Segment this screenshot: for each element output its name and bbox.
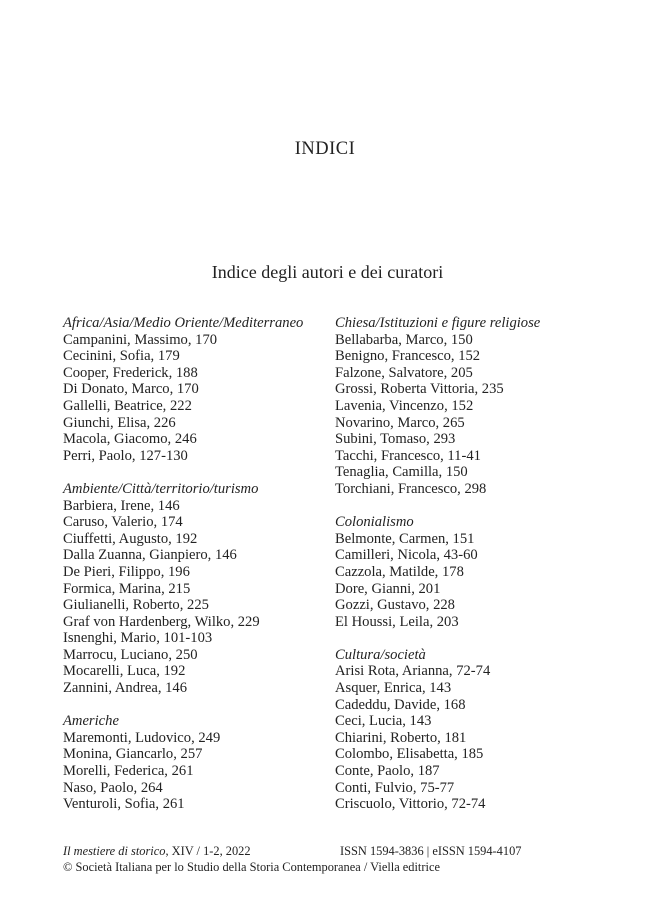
right-column [335, 315, 600, 829]
index-entry: Graf von Hardenberg, Wilko, 229 [63, 613, 260, 630]
index-entry: Cadeddu, Davide, 168 [335, 696, 466, 713]
index-entry: Perri, Paolo, 127-130 [63, 447, 188, 464]
index-entry: Mocarelli, Luca, 192 [63, 663, 186, 680]
section-heading: Cultura/società [335, 646, 426, 663]
index-section [335, 514, 600, 630]
index-entry: Maremonti, Ludovico, 249 [63, 729, 221, 746]
index-entry: Macola, Giacomo, 246 [63, 431, 197, 448]
index-entry: Grossi, Roberta Vittoria, 235 [335, 381, 504, 398]
index-entry: Lavenia, Vincenzo, 152 [335, 397, 474, 414]
index-title [0, 262, 650, 283]
index-entry: Asquer, Enrica, 143 [335, 680, 452, 697]
index-entry: Isnenghi, Mario, 101-103 [63, 630, 213, 647]
index-section [335, 647, 600, 813]
index-entry: El Houssi, Leila, 203 [335, 613, 459, 630]
index-entry: Monina, Giancarlo, 257 [63, 746, 203, 763]
index-entry: Gallelli, Beatrice, 222 [63, 397, 192, 414]
page-footer [63, 843, 533, 875]
index-section [63, 713, 328, 813]
index-entry: Gozzi, Gustavo, 228 [335, 597, 455, 614]
copyright-line: © Società Italiana per lo Studio della Storia Contemporanea / Viella editrice [63, 860, 440, 874]
index-entry: Benigno, Francesco, 152 [335, 348, 481, 365]
index-entry: Tenaglia, Camilla, 150 [335, 464, 468, 481]
index-entry: Formica, Marina, 215 [63, 580, 191, 597]
index-entry: Novarino, Marco, 265 [335, 414, 465, 431]
issn-info: ISSN 1594-3836 | eISSN 1594-4107 [340, 844, 522, 858]
index-section [335, 315, 600, 498]
index-entry: Cecinini, Sofia, 179 [63, 348, 180, 365]
index-entry: Tacchi, Francesco, 11-41 [335, 447, 481, 464]
index-entry: Conte, Paolo, 187 [335, 763, 440, 780]
index-entry: Di Donato, Marco, 170 [63, 381, 199, 398]
index-entry: Giulianelli, Roberto, 225 [63, 597, 209, 614]
index-entry: Venturoli, Sofia, 261 [63, 796, 185, 813]
index-entry: Barbiera, Irene, 146 [63, 497, 180, 514]
index-entry: Bellabarba, Marco, 150 [335, 331, 473, 348]
index-section [63, 315, 328, 464]
index-entry: Dore, Gianni, 201 [335, 580, 441, 597]
journal-citation [63, 844, 251, 858]
index-entry: Giunchi, Elisa, 226 [63, 414, 176, 431]
index-title-text: Indice degli autori e dei curatori [211, 262, 444, 282]
section-heading: Americhe [63, 713, 119, 730]
index-entry: De Pieri, Filippo, 196 [63, 563, 190, 580]
index-entry: Zannini, Andrea, 146 [63, 680, 188, 697]
index-entry: Ciuffetti, Augusto, 192 [63, 530, 198, 547]
index-entry: Arisi Rota, Arianna, 72-74 [335, 663, 491, 680]
index-entry: Belmonte, Carmen, 151 [335, 530, 475, 547]
index-entry: Camilleri, Nicola, 43-60 [335, 547, 478, 564]
journal-issue: , XIV / 1-2, 2022 [165, 844, 251, 858]
index-entry: Ceci, Lucia, 143 [335, 713, 432, 730]
index-entry: Criscuolo, Vittorio, 72-74 [335, 796, 486, 813]
left-column [63, 315, 328, 829]
section-heading: Colonialismo [335, 514, 414, 531]
section-heading: Ambiente/Città/territorio/turismo [63, 480, 259, 497]
page-title: INDICI [294, 139, 356, 159]
index-entry: Marrocu, Luciano, 250 [63, 646, 198, 663]
index-entry: Colombo, Elisabetta, 185 [335, 746, 484, 763]
index-entry: Conti, Fulvio, 75-77 [335, 779, 455, 796]
index-entry: Torchiani, Francesco, 298 [335, 480, 487, 497]
index-entry: Cooper, Frederick, 188 [63, 364, 198, 381]
index-entry: Caruso, Valerio, 174 [63, 514, 183, 531]
index-entry: Dalla Zuanna, Gianpiero, 146 [63, 547, 237, 564]
index-entry: Falzone, Salvatore, 205 [335, 364, 473, 381]
section-heading: Chiesa/Istituzioni e figure religiose [335, 315, 541, 331]
index-entry: Cazzola, Matilde, 178 [335, 563, 464, 580]
journal-title: Il mestiere di storico [63, 844, 166, 858]
index-entry: Chiarini, Roberto, 181 [335, 729, 467, 746]
index-section [63, 481, 328, 697]
index-entry: Campanini, Massimo, 170 [63, 331, 218, 348]
index-entry: Morelli, Federica, 261 [63, 763, 194, 780]
section-heading: Africa/Asia/Medio Oriente/Mediterraneo [63, 315, 304, 331]
index-entry: Naso, Paolo, 264 [63, 779, 163, 796]
index-entry: Subini, Tomaso, 293 [335, 431, 456, 448]
